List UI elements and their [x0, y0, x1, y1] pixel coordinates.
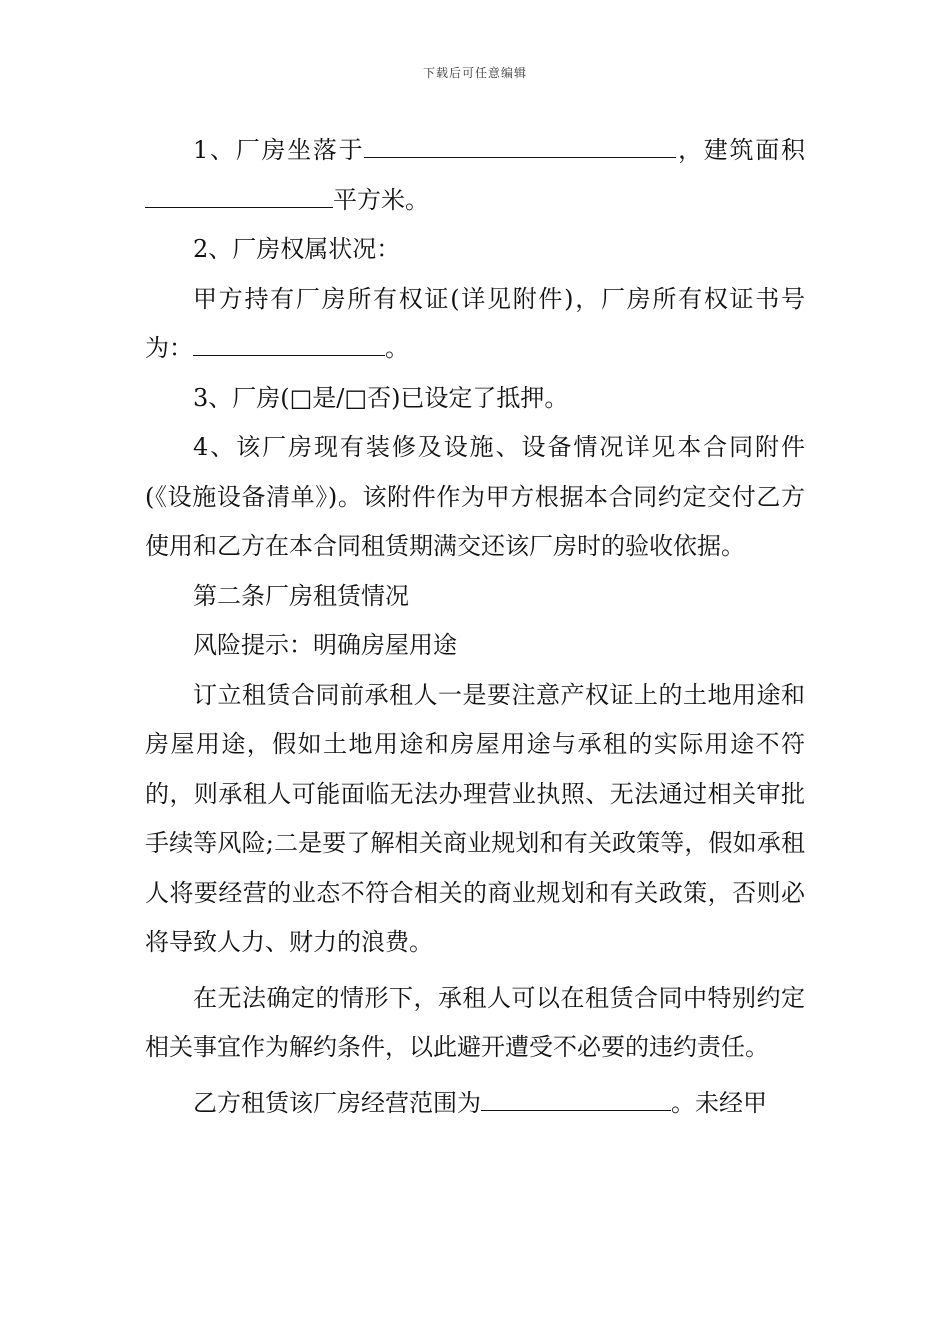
location-label: 1、厂房坐落于 — [193, 136, 365, 164]
page-header: 下载后可任意编辑 — [422, 66, 527, 80]
risk-notice-heading: 风险提示：明确房屋用途 — [193, 631, 457, 659]
area-unit: 平方米。 — [333, 185, 429, 214]
paragraph-ownership-certificate — [145, 275, 805, 374]
certificate-blank — [193, 333, 385, 356]
article-two-heading: 第二条厂房租赁情况 — [193, 581, 409, 610]
paragraph-mortgage: 3、厂房(□是/□否)已设定了抵押。 — [193, 383, 569, 412]
certificate-end: 。 — [385, 334, 409, 362]
paragraph-ownership-title: 2、厂房权属状况： — [193, 235, 401, 263]
business-scope-label: 乙方租赁该厂房经营范围为 — [193, 1088, 481, 1117]
document-body — [145, 126, 805, 1128]
area-blank — [145, 185, 333, 208]
business-scope-blank — [481, 1088, 671, 1111]
paragraph-business-scope — [145, 1079, 805, 1129]
area-label: ，建筑面积 — [676, 136, 805, 164]
paragraph-risk-detail: 订立租赁合同前承租人一是要注意产权证上的土地用途和房屋用途，假如土地用途和房屋用途与承租的实际用途不符的，则承租人可能面临无法办理营业执照、无法通过相关审批手续等风险;二是要了解相关商业规划和有关政策等，假如承租人将要经营的业态不符合相关的商业规划和有关政策，否则必将导致人力、财力的浪费。 — [145, 680, 805, 956]
paragraph-facilities: 4、该厂房现有装修及设施、设备情况详见本合同附件(《设施设备清单》)。该附件作为甲方根据本合同约定交付乙方使用和乙方在本合同租赁期满交还该厂房时的验收依据。 — [145, 433, 805, 560]
business-scope-end: 。未经甲 — [671, 1088, 767, 1117]
certificate-label: 甲方持有厂房所有权证(详见附件)，厂房所有权证书号为： — [145, 284, 805, 362]
location-blank — [364, 135, 676, 158]
paragraph-location — [145, 126, 805, 225]
paragraph-termination-condition: 在无法确定的情形下，承租人可以在租赁合同中特别约定相关事宜作为解约条件，以此避开遭受不必要的违约责任。 — [145, 983, 805, 1061]
